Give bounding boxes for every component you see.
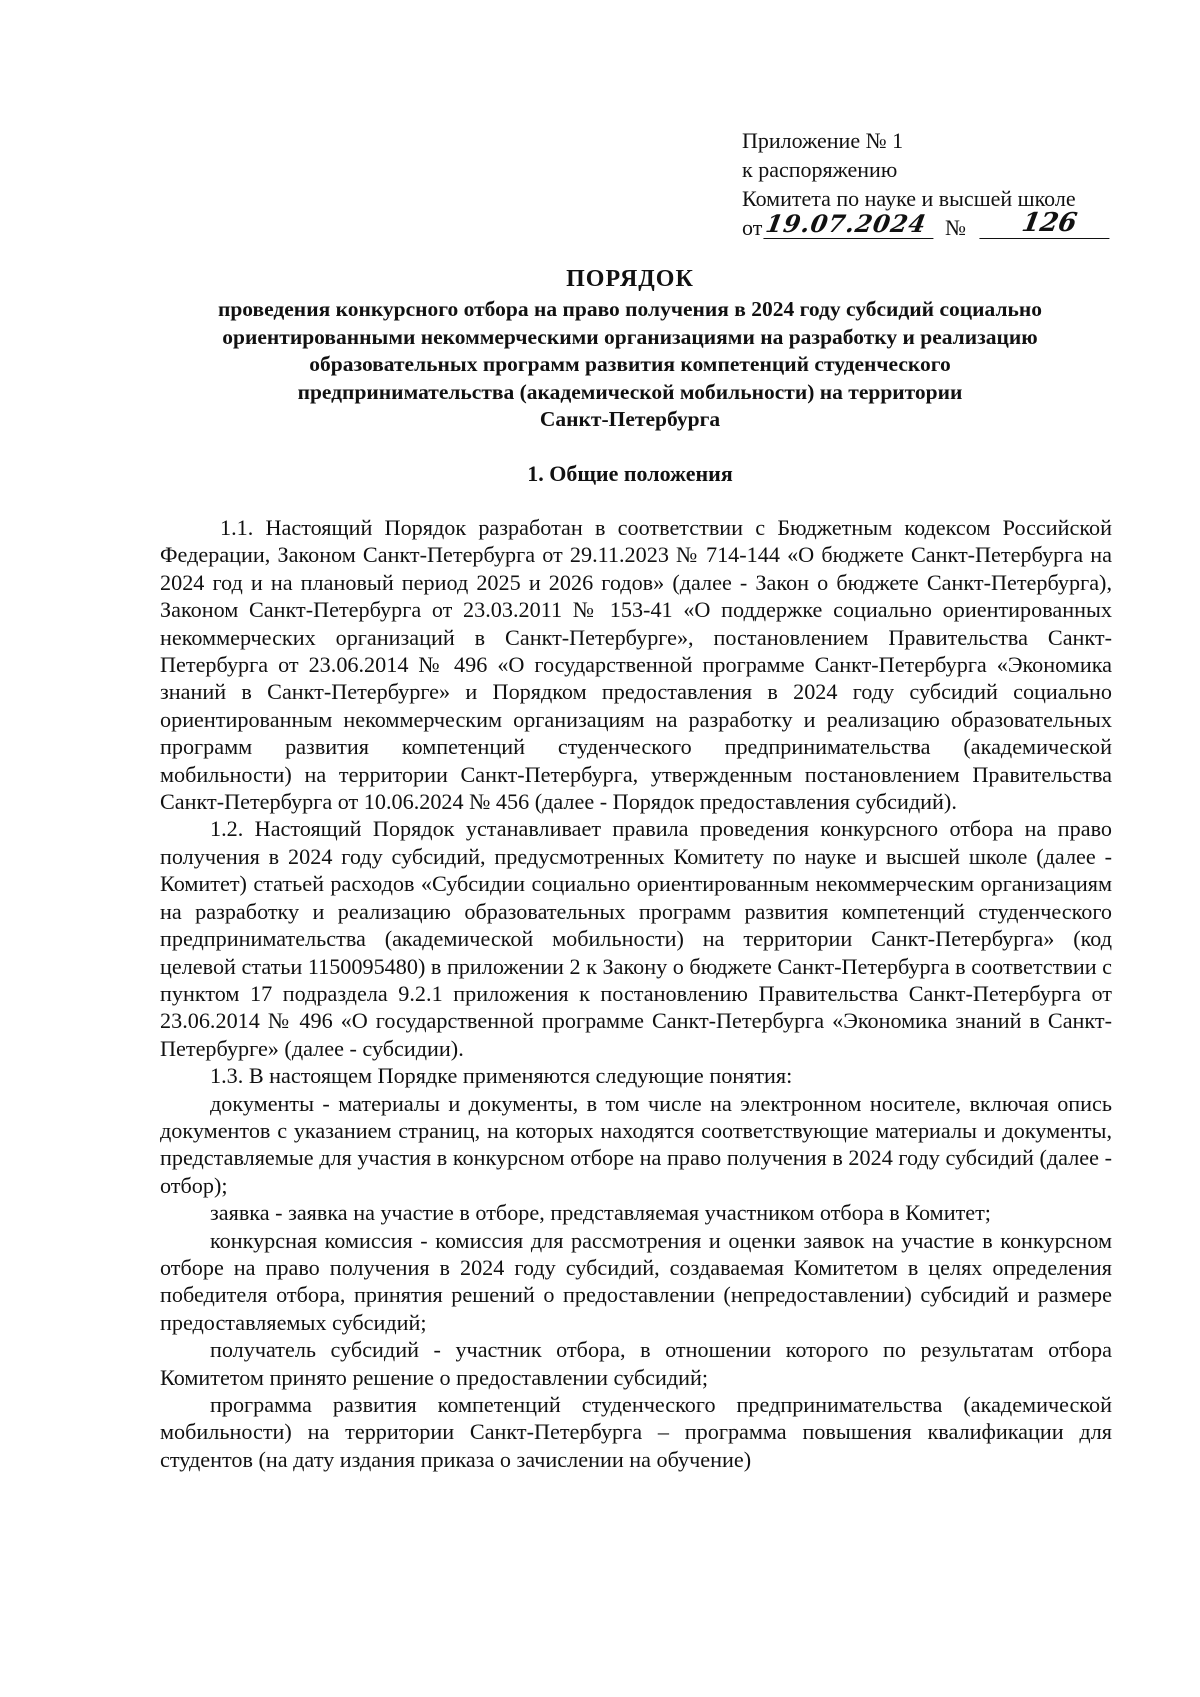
annex-order-ref: к распоряжению xyxy=(742,157,898,182)
number-label: № xyxy=(945,215,966,240)
annex-block xyxy=(742,126,1142,243)
document-subtitle xyxy=(150,296,1110,434)
subtitle-line: образовательных программ развития компетенций студенческого xyxy=(309,352,951,376)
subtitle-line: ориентированными некоммерческими организациями на разработку и реализацию xyxy=(222,324,1038,349)
subtitle-line: Санкт-Петербурга xyxy=(539,407,721,431)
subtitle-line: проведения конкурсного отбора на право получения в 2024 году субсидий социально xyxy=(217,297,1043,321)
handwritten-date: 19.07.2024 xyxy=(763,209,938,239)
definition-application: заявка - заявка на участие в отборе, представляемая участником отбора в Комитет; xyxy=(210,1200,991,1226)
date-prefix: от xyxy=(742,215,763,240)
handwritten-number: 126 xyxy=(979,209,1114,239)
annex-date-number-line xyxy=(742,208,1142,243)
document-title: ПОРЯДОК xyxy=(566,266,694,292)
paragraph-1-2: 1.2. Настоящий Порядок устанавливает правила проведения конкурсного отбора на право получения в 2024 году субсидий, предусмотренных Комитету по науке и высшей школе (далее - Комитет) статьей расходов «Субсидии социально ориентированным некоммерческим организациям на разработку и реализацию образовательных программ развития компетенций студенческого предпринимательства (академической мобильности) на территории Санкт-Петербурга» (код целевой статьи 1150095480) в приложении 2 к Закону о бюджете Санкт-Петербурга в соответствии с пунктом 17 подраздела 9.2.1 приложения к постановлению Правительства Санкт-Петербурга от 23.06.2014 № 496 «О государственной программе Санкт-Петербурга «Экономика знаний в Санкт-Петербурге» (далее - субсидии). xyxy=(160,816,1112,1061)
paragraph-1-1: 1.1. Настоящий Порядок разработан в соответствии с Бюджетным кодексом Российской Федерации, Законом Санкт-Петербурга от 29.11.2023 № 714-144 «О бюджете Санкт-Петербурга на 2024 год и на плановый период 2025 и 2026 годов» (далее - Закон о бюджете Санкт-Петербурга), Законом Санкт-Петербурга от 23.03.2011 № 153-41 «О поддержке социально ориентированных некоммерческих организаций в Санкт-Петербурге», постановлением Правительства Санкт-Петербурга от 23.06.2014 № 496 «О государственной программе Санкт-Петербурга «Экономика знаний в Санкт-Петербурге» и Порядком предоставления в 2024 году субсидий социально ориентированным некоммерческим организациям на разработку и реализацию образовательных программ развития компетенций студенческого предпринимательства (академической мобильности) на территории Санкт-Петербурга, утвержденным постановлением Правительства Санкт-Петербурга от 10.06.2024 № 456 (далее - Порядок предоставления субсидий). xyxy=(160,515,1112,815)
definition-recipient: получатель субсидий - участник отбора, в отношении которого по результатам отбора Комитетом принято решение о предоставлении субсидий; xyxy=(160,1337,1112,1390)
definition-program: программа развития компетенций студенческого предпринимательства (академической мобильности) на территории Санкт-Петербурга – программа повышения квалификации для студентов (на дату издания приказа о зачислении на обучение) xyxy=(160,1392,1112,1472)
section-heading: 1. Общие положения xyxy=(527,461,733,486)
annex-title: Приложение № 1 xyxy=(742,128,904,153)
title-block xyxy=(150,262,1110,434)
subtitle-line: предпринимательства (академической мобильности) на территории xyxy=(297,379,963,404)
definition-documents: документы - материалы и документы, в том числе на электронном носителе, включая опись документов с указанием страниц, на которых находятся соответствующие материалы и документы, представляемые для участия в конкурсном отборе на право получения в 2024 году субсидий (далее - отбор); xyxy=(160,1090,1112,1198)
document-body xyxy=(160,514,1112,1473)
paragraph-1-3: 1.3. В настоящем Порядке применяются следующие понятия: xyxy=(210,1063,793,1089)
definition-commission: конкурсная комиссия - комиссия для рассмотрения и оценки заявок на участие в конкурсном отборе на право получения в 2024 году субсидий, создаваемая Комитетом в целях определения победителя отбора, принятия решений о предоставлении (непредоставлении) субсидий и размере предоставляемых субсидий; xyxy=(160,1227,1112,1335)
annex-committee: Комитета по науке и высшей школе xyxy=(742,186,1076,211)
